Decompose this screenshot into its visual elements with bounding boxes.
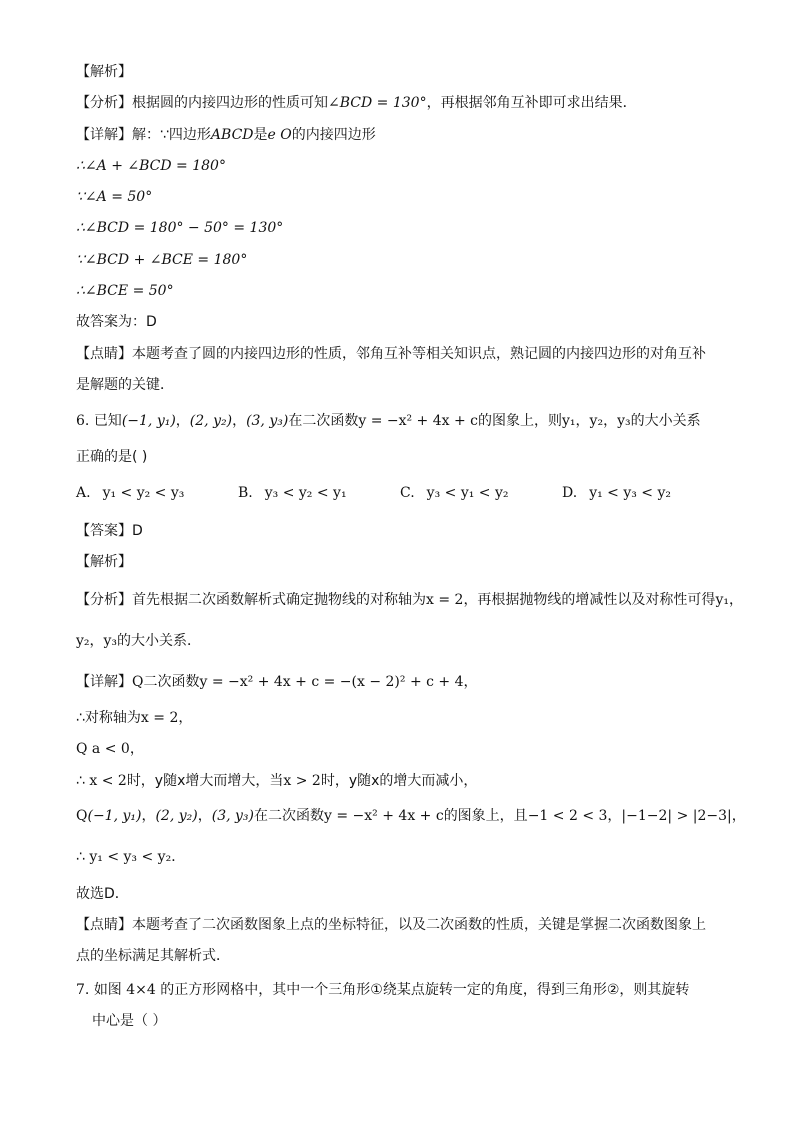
question-number: 7. — [76, 982, 90, 998]
q6-choose: 故选D． — [76, 886, 129, 902]
s5-xiangjie-line: 【详解】解：∵四边形ABCD是e O的内接四边形 — [76, 127, 376, 143]
s5-dianjing-line: 【点睛】本题考查了圆的内接四边形的性质，邻角互补等相关知识点，熟记圆的内接四边形的对角互补 — [76, 346, 706, 362]
q6-step-a-negative: Q a < 0， — [76, 741, 144, 757]
q6-xiangjie-line: 【详解】Q二次函数y = −x² + 4x + c = −(x − 2)² + c + 4， — [76, 674, 478, 690]
q6-fenxi-line: 【分析】首先根据二次函数解析式确定抛物线的对称轴为x = 2，再根据抛物线的增减性以及对称性可得y₁， — [76, 592, 743, 608]
s5-step-5: ∴∠BCE = 50° — [76, 283, 174, 299]
s5-answer: 故答案为：D — [76, 314, 157, 330]
q7-stem-line-2: 中心是（ ） — [92, 1013, 167, 1029]
dianjing-tag: 【点睛】 — [76, 346, 132, 362]
xiangjie-tag: 【详解】 — [76, 674, 132, 690]
q6-fenxi-line-2: y₂，y₃的大小关系． — [76, 633, 202, 649]
s5-step-3: ∴∠BCD = 180° − 50° = 130° — [76, 220, 284, 236]
s5-dianjing-line-2: 是解题的关键． — [76, 377, 174, 393]
q6-option-a: A. y₁ < y₂ < y₃ — [76, 485, 185, 501]
q6-answer: 【答案】D — [76, 523, 143, 539]
xiangjie-tag: 【详解】 — [76, 127, 132, 143]
q6-analysis-tag: 【解析】 — [76, 554, 132, 570]
q6-dianjing-line: 【点睛】本题考查了二次函数图象上点的坐标特征，以及二次函数的性质，关键是掌握二次函数图象上 — [76, 917, 706, 933]
q6-stem-line-2: 正确的是( ) — [76, 449, 148, 465]
fenxi-tag: 【分析】 — [76, 592, 132, 608]
q6-step-conclusion: ∴ y₁ < y₃ < y₂． — [76, 849, 186, 865]
s5-step-4: ∵∠BCD + ∠BCE = 180° — [76, 252, 248, 268]
q6-step-symmetry: ∴对称轴为x = 2， — [76, 710, 193, 726]
s5-step-1: ∴∠A + ∠BCD = 180° — [76, 158, 226, 174]
q6-option-b: B. y₃ < y₂ < y₁ — [238, 485, 347, 501]
q6-stem-line-1: 6. 已知(−1, y₁)，(2, y₂)，(3, y₃)在二次函数y = −x² + 4x + c的图象上，则y₁，y₂，y₃的大小关系 — [76, 413, 701, 429]
s5-step-2: ∵∠A = 50° — [76, 189, 153, 205]
q7-stem-line-1: 7. 如图 4×4 的正方形网格中，其中一个三角形①绕某点旋转一定的角度，得到三角形②，则其旋转 — [76, 982, 690, 998]
q6-step-points: Q(−1, y₁)，(2, y₂)，(3, y₃)在二次函数y = −x² + 4x + c的图象上，且−1 < 2 < 3，|−1−2| > |2−3|， — [76, 808, 746, 824]
q6-step-monotonic: ∴ x < 2时，y随x增大而增大，当x > 2时，y随x的增大而减小， — [76, 773, 478, 789]
s5-analysis-tag: 【解析】 — [76, 64, 132, 80]
q6-dianjing-line-2: 点的坐标满足其解析式． — [76, 948, 230, 964]
fenxi-tag: 【分析】 — [76, 95, 132, 111]
q6-option-c: C. y₃ < y₁ < y₂ — [400, 485, 509, 501]
dianjing-tag: 【点睛】 — [76, 917, 132, 933]
s5-fenxi-line: 【分析】根据圆的内接四边形的性质可知∠BCD = 130°，再根据邻角互补即可求出结果． — [76, 95, 637, 111]
q6-option-d: D. y₁ < y₃ < y₂ — [562, 485, 672, 501]
question-number: 6. — [76, 413, 90, 429]
